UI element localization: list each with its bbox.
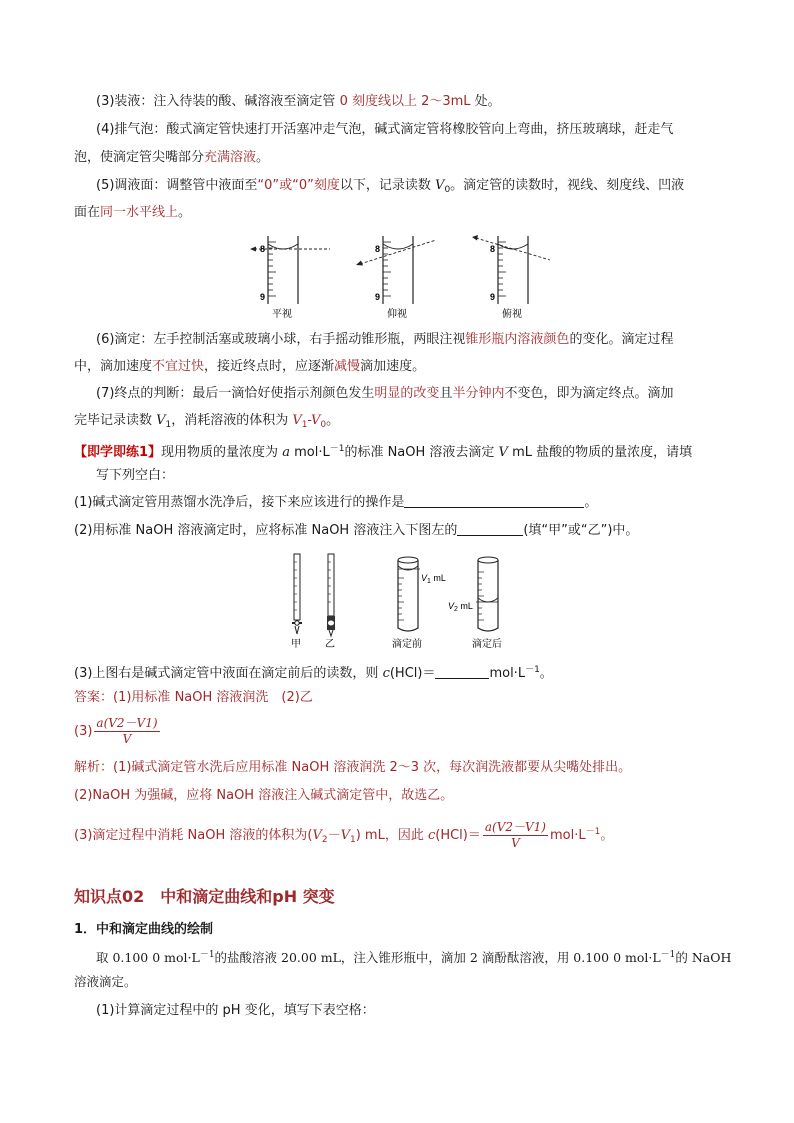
label-after: 滴定后 (472, 639, 502, 650)
paragraph-line-3 (96, 1001, 375, 1021)
label-look-up: 仰视 (387, 309, 407, 320)
v1-label-sub: 1 (427, 578, 431, 585)
tube-look-up (356, 236, 436, 320)
analysis-end: 。 (600, 828, 614, 843)
section-heading: 知识点02 中和滴定曲线和pH 突变 (74, 887, 335, 906)
step-7-line-2 (74, 411, 339, 435)
answer-blank-3[interactable] (435, 664, 489, 679)
question-3-text: (3)上图右是碱式滴定管中液面在滴定前后的读数，则 (74, 666, 383, 681)
volume-v1-sub: 1 (301, 420, 308, 430)
step-5-text: (5)调液面：调整管中液面至 (96, 178, 258, 193)
analysis-fraction-numerator: a(V2－V1) (484, 820, 546, 834)
analysis-line-1 (74, 758, 631, 778)
burette-types-figure (280, 550, 520, 652)
answer-fraction-numerator: a(V2－V1) (96, 716, 158, 730)
step-6-highlight: 锥形瓶内溶液颜色 (465, 332, 570, 347)
practice-text-3: mL 盐酸的物质的量浓度，请填 (507, 445, 693, 460)
v1-label-v: V (421, 573, 428, 583)
question-2 (74, 521, 638, 541)
step-7-highlight-2: 半分钟内 (452, 386, 505, 401)
tick-9-c: 9 (490, 292, 496, 302)
step-5-line-2 (74, 203, 191, 223)
step-5-line-1 (96, 176, 684, 200)
base-burette (325, 554, 335, 650)
v2-label (448, 601, 473, 613)
tube-look-down (472, 235, 550, 320)
paragraph-line-2 (74, 972, 137, 992)
analysis-text-2: (2)NaOH 为强碱，应将 NaOH 溶液注入碱式滴定管中，故选乙。 (74, 788, 454, 803)
step-5-text-3: 。滴定管的读数时，视线、刻度线、凹液 (450, 178, 685, 193)
step-6-highlight-2: 不宜过快 (152, 359, 205, 374)
v0-subscript: 0 (444, 185, 451, 195)
question-2-text: (2)用标准 NaOH 溶液滴定时，应将标准 NaOH 溶液注入下图左的 (74, 523, 458, 538)
tick-8-a: 8 (260, 244, 266, 254)
paragraph-line-1 (96, 945, 731, 968)
step-7-text-5: ，消耗溶液的体积为 (171, 413, 293, 428)
step-3-tail: 处。 (470, 94, 501, 109)
step-7-text-3: 不变色，即为滴定终点。滴加 (504, 386, 674, 401)
paragraph-text-5: (1)计算滴定过程中的 pH 变化，填写下表空格： (96, 1003, 375, 1018)
subsection-heading: 1．中和滴定曲线的绘制 (74, 922, 214, 937)
step-7-line-1 (96, 384, 673, 404)
step-3-highlight: 0 刻度线以上 2～3mL (339, 94, 471, 109)
question-3-text-2: (HCl)＝ (389, 666, 436, 681)
step-5-text-2: 以下，记录读数 (339, 178, 436, 193)
answer-blank-1[interactable] (404, 493, 584, 508)
burette-after (448, 557, 502, 650)
step-4-text-2: 泡，使滴定管尖嘴部分 (74, 150, 205, 165)
analysis-c: c (427, 828, 436, 843)
analysis-v1: V (340, 828, 350, 843)
tube-level-view (250, 236, 330, 320)
answer-label: 答案： (74, 690, 114, 705)
question-1-end: 。 (584, 495, 598, 510)
step-7-text-4: 完毕记录读数 (74, 413, 157, 428)
label-look-down: 俯视 (502, 309, 522, 320)
practice-unit: mol·L (289, 445, 330, 460)
question-3-end: 。 (539, 666, 553, 681)
step-6-highlight-3: 减慢 (334, 359, 361, 374)
step-6-text-2: 的变化。滴定过程 (569, 332, 674, 347)
tick-8-c: 8 (490, 244, 496, 254)
label-before: 滴定前 (392, 639, 422, 650)
step-5-highlight-2: 同一水平线上 (100, 205, 179, 220)
analysis-line-3 (74, 812, 613, 852)
analysis-v1-sub: 1 (349, 835, 356, 845)
paragraph-text-1: 取 0.100 0 mol·L (96, 950, 200, 965)
step-7-text-2: 且 (439, 386, 453, 401)
analysis-fraction-denominator: V (511, 836, 520, 850)
step-4-text: (4)排气泡：酸式滴定管快速打开活塞冲走气泡，碱式滴定管将橡胶管向上弯曲，挤压玻璃球，赶走气 (96, 122, 674, 137)
paragraph-text-2: 的盐酸溶液 20.00 mL，注入锥形瓶中，滴加 2 滴酚酞溶液，用 0.100 0 mol·L (214, 950, 661, 965)
analysis-v2: V (312, 828, 322, 843)
answer-fraction (94, 716, 159, 747)
step-6-line-1 (96, 330, 673, 350)
paragraph-text-3: 的 NaOH (675, 950, 732, 965)
answer-3-prefix: (3) (74, 724, 93, 739)
volume-v1: V (292, 413, 302, 428)
step-6-line-2 (74, 357, 425, 377)
answer-line-2 (74, 714, 162, 750)
v0-symbol: V (435, 178, 445, 193)
v1-label-unit: mL (430, 573, 446, 583)
step-5-highlight: “0”或“0”刻度 (257, 178, 340, 193)
label-jia: 甲 (291, 639, 301, 650)
analysis-minus: － (327, 828, 341, 843)
volume-minus-v0: -V (307, 413, 321, 428)
paragraph-sup-2: －1 (660, 950, 676, 960)
analysis-text-5: (HCl)＝ (435, 828, 481, 843)
step-7-highlight: 明显的改变 (374, 386, 440, 401)
v1-subscript: 1 (165, 420, 172, 430)
answer-fraction-denominator: V (122, 732, 132, 746)
step-3 (96, 92, 501, 112)
step-5-text-4: 面在 (74, 205, 101, 220)
step-6-text-3: 中，滴加速度 (74, 359, 153, 374)
question-1-text: (1)碱式滴定管用蒸馏水洗净后，接下来应该进行的操作是 (74, 495, 405, 510)
question-3-unit-sup: －1 (525, 665, 540, 675)
acid-burette (291, 554, 302, 650)
burette-reading-figure (240, 232, 560, 324)
v1-label (421, 573, 446, 585)
v1-symbol: V (156, 413, 166, 428)
question-3-unit: mol·L (489, 666, 526, 681)
v2-label-v: V (448, 601, 455, 611)
practice-line-1 (74, 439, 692, 463)
analysis-unit: mol·L (549, 828, 586, 843)
analysis-v2-sub: 2 (321, 835, 328, 845)
paragraph-sup-1: －1 (199, 950, 215, 960)
label-yi: 乙 (325, 639, 335, 650)
step-6-tail: 滴加速度。 (360, 359, 426, 374)
v-symbol: V (498, 445, 508, 460)
analysis-text-1: 解析：(1)碱式滴定管水洗后应用标准 NaOH 溶液润洗 2～3 次，每次润洗液都要从尖嘴处排出。 (74, 760, 632, 775)
step-3-text: (3)装液：注入待装的酸、碱溶液至滴定管 (96, 94, 340, 109)
practice-text-4: 写下列空白： (96, 468, 175, 483)
practice-tag: 【即学即练1】 (74, 445, 162, 460)
question-3 (74, 660, 553, 684)
v2-label-unit: mL (457, 601, 473, 611)
step-6-text-4: ，接近终点时，应逐渐 (204, 359, 335, 374)
step-4-line-1 (96, 120, 673, 140)
v2-label-sub: 2 (454, 606, 458, 613)
analysis-unit-sup: －1 (585, 827, 601, 837)
question-1 (74, 493, 597, 513)
step-4-line-2 (74, 148, 269, 168)
step-4-highlight: 充满溶液 (204, 150, 257, 165)
burette-before (392, 557, 446, 650)
practice-text: 现用物质的量浓度为 (161, 445, 283, 460)
step-5-tail: 。 (178, 205, 192, 220)
answer-line-1 (74, 688, 313, 708)
step-7-tail: 。 (326, 413, 340, 428)
a-symbol: a (282, 445, 290, 460)
step-4-tail: 。 (256, 150, 270, 165)
tick-9-a: 9 (260, 292, 266, 302)
analysis-fraction (483, 820, 548, 851)
volume-v0-sub: 0 (320, 420, 327, 430)
analysis-text-3: (3)滴定过程中消耗 NaOH 溶液的体积为( (74, 828, 313, 843)
tick-8-b: 8 (375, 244, 381, 254)
step-7-text: (7)终点的判断：最后一滴恰好使指示剂颜色发生 (96, 386, 375, 401)
tick-9-b: 9 (375, 292, 381, 302)
answer-text: (1)用标准 NaOH 溶液润洗 (2)乙 (113, 690, 313, 705)
c-symbol: c (382, 666, 390, 681)
question-2-end: (填“甲”或“乙”)中。 (523, 523, 639, 538)
practice-unit-sup: －1 (329, 444, 345, 454)
analysis-line-2 (74, 786, 453, 806)
practice-line-2 (96, 466, 174, 486)
answer-blank-2[interactable] (457, 521, 523, 536)
step-6-text: (6)滴定：左手控制活塞或玻璃小球，右手摇动锥形瓶，两眼注视 (96, 332, 466, 347)
label-level-view: 平视 (272, 309, 292, 320)
paragraph-text-4: 溶液滴定。 (74, 974, 137, 989)
practice-text-2: 的标准 NaOH 溶液去滴定 (344, 445, 499, 460)
analysis-text-4: ) mL，因此 (355, 828, 428, 843)
